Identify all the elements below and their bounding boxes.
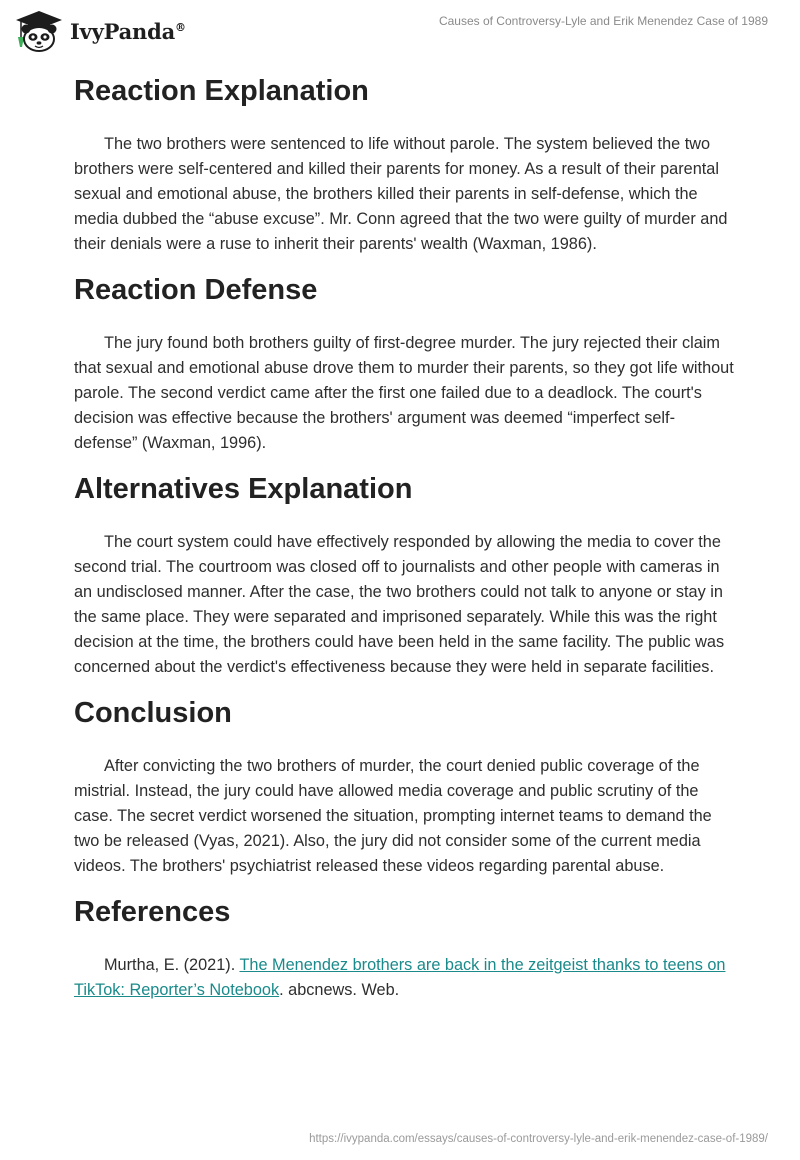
panda-graduate-icon <box>14 9 64 53</box>
section-reaction-defense <box>74 265 734 456</box>
section-paragraph: After convicting the two brothers of murder, the court denied public coverage of the mistrial. Instead, the jury could have allowed media coverage and public scrutiny of the case. The secret verdict worsened the situation, prompting internet teams to demand the two be released (Vyas, 2021). Also, the jury did not consider some of the current media videos. The brothers' psychiatrist released these videos regarding parental abuse. <box>74 757 712 875</box>
brand-name <box>70 19 186 44</box>
section-heading: Alternatives Explanation <box>74 473 413 505</box>
section-conclusion <box>74 688 734 879</box>
section-reaction-explanation <box>74 66 734 257</box>
section-heading: Conclusion <box>74 697 232 729</box>
brand-text: IvyPanda <box>70 18 176 44</box>
document-title: Causes of Controversy-Lyle and Erik Menendez Case of 1989 <box>438 14 768 28</box>
section-paragraph: The court system could have effectively responded by allowing the media to cover the second trial. The courtroom was closed off to journalists and other people with cameras in an undisclosed manner. After the case, the two brothers could not talk to anyone or stay in the same place. They were separated and imprisoned separately. While this was the right decision at the time, the brothers could have been held in the same facility. The public was concerned about the verdict's effectiveness because they were held in separate facilities. <box>74 533 725 676</box>
section-alternatives-explanation <box>74 464 734 680</box>
reference-link[interactable]: The Menendez brothers are back in the zeitgeist thanks to teens on TikTok: Reporter’s Notebook <box>74 956 726 999</box>
essay-content <box>74 66 734 1011</box>
references-heading: References <box>74 896 231 928</box>
reference-entry <box>74 953 734 1003</box>
page-header <box>0 0 800 60</box>
section-heading: Reaction Defense <box>74 274 318 306</box>
ivypanda-logo[interactable] <box>14 9 186 53</box>
reference-prefix: Murtha, E. (2021). <box>104 956 240 974</box>
registered-mark: ® <box>175 20 186 34</box>
section-paragraph: The two brothers were sentenced to life without parole. The system believed the two brothers were self-centered and killed their parents for money. As a result of their parental sexual and emotional abuse, the brothers killed their parents in self-defense, which the media dubbed the “abuse excuse”. Mr. Conn agreed that the two were guilty of murder and their denials were a ruse to inherit their parents' wealth (Waxman, 1986). <box>74 135 728 253</box>
section-references <box>74 887 734 1003</box>
footer-url: https://ivypanda.com/essays/causes-of-controversy-lyle-and-erik-menendez-case-of-1989/ <box>309 1133 768 1145</box>
reference-suffix: . abcnews. Web. <box>279 981 400 999</box>
section-paragraph: The jury found both brothers guilty of first-degree murder. The jury rejected their claim that sexual and emotional abuse drove them to murder their parents, so they got life without parole. The second verdict came after the first one failed due to a deadlock. The court's decision was effective because the brothers' argument was deemed “imperfect self-defense” (Waxman, 1996). <box>74 334 734 452</box>
section-heading: Reaction Explanation <box>74 75 369 107</box>
